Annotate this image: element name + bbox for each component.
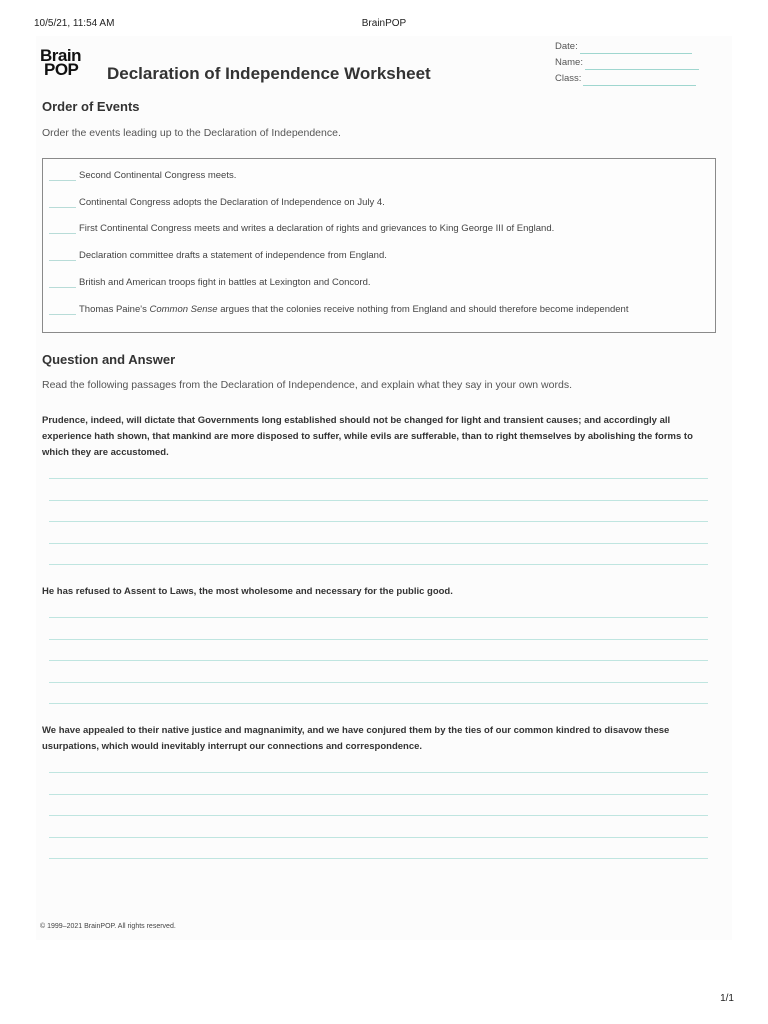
answer-line[interactable] xyxy=(49,543,708,544)
name-field[interactable] xyxy=(555,56,699,72)
passage-2: He has refused to Assent to Laws, the most wholesome and necessary for the public good. xyxy=(42,586,453,597)
order-of-events-heading: Order of Events xyxy=(42,99,140,114)
order-blank[interactable] xyxy=(49,223,76,234)
event-item xyxy=(49,223,554,237)
event-item xyxy=(49,250,387,264)
event-item xyxy=(49,170,236,184)
brainpop-logo xyxy=(40,46,94,79)
answer-line[interactable] xyxy=(49,478,708,479)
print-timestamp: 10/5/21, 11:54 AM xyxy=(34,18,115,29)
date-field[interactable] xyxy=(555,40,699,56)
print-site-name: BrainPOP xyxy=(361,18,407,29)
answer-line[interactable] xyxy=(49,564,708,565)
logo-line-2: POP xyxy=(44,60,79,79)
order-of-events-instructions: Order the events leading up to the Declaration of Independence. xyxy=(42,127,341,139)
answer-line[interactable] xyxy=(49,639,708,640)
answer-line[interactable] xyxy=(49,617,708,618)
date-label: Date: xyxy=(555,41,578,52)
order-blank[interactable] xyxy=(49,170,76,181)
answer-line[interactable] xyxy=(49,682,708,683)
print-header xyxy=(34,18,734,32)
order-blank[interactable] xyxy=(49,304,76,315)
events-box xyxy=(42,158,716,333)
name-line xyxy=(585,59,699,70)
student-info-fields xyxy=(555,40,699,88)
passage-1: Prudence, indeed, will dictate that Governments long established should not be changed for light and transient causes; and accordingly all experience hath shown, that mankind are more disposed to suffer, while evils are sufferable, than to right themselves by abolishing the forms to which they are accustomed. xyxy=(42,415,693,458)
answer-line[interactable] xyxy=(49,815,708,816)
event-text: British and American troops fight in battles at Lexington and Concord. xyxy=(79,277,371,288)
answer-line[interactable] xyxy=(49,521,708,522)
event-text: Continental Congress adopts the Declaration of Independence on July 4. xyxy=(79,197,385,208)
order-blank[interactable] xyxy=(49,250,76,261)
event-item xyxy=(49,277,371,291)
event-text-continued: argues that the colonies receive nothing from England and should therefore become independent xyxy=(217,304,629,315)
name-label: Name: xyxy=(555,57,583,68)
logo-line-1: Brain xyxy=(40,46,81,65)
date-line xyxy=(580,43,692,54)
answer-line[interactable] xyxy=(49,660,708,661)
order-blank[interactable] xyxy=(49,277,76,288)
answer-line[interactable] xyxy=(49,500,708,501)
event-item xyxy=(49,197,385,211)
event-item xyxy=(49,304,628,318)
copyright-notice: © 1999–2021 BrainPOP. All rights reserved. xyxy=(40,923,176,930)
worksheet xyxy=(36,36,732,940)
question-and-answer-instructions: Read the following passages from the Declaration of Independence, and explain what they say in your own words. xyxy=(42,379,572,391)
answer-line[interactable] xyxy=(49,703,708,704)
worksheet-title: Declaration of Independence Worksheet xyxy=(107,64,431,83)
book-title: Common Sense xyxy=(149,304,218,315)
event-text: Second Continental Congress meets. xyxy=(79,170,237,181)
event-text: First Continental Congress meets and writes a declaration of rights and grievances to King George III of England. xyxy=(79,223,555,234)
question-and-answer-heading: Question and Answer xyxy=(42,352,176,367)
order-blank[interactable] xyxy=(49,197,76,208)
answer-line[interactable] xyxy=(49,772,708,773)
event-text: Thomas Paine's xyxy=(79,304,150,315)
answer-line[interactable] xyxy=(49,794,708,795)
class-label: Class: xyxy=(555,73,582,84)
answer-line[interactable] xyxy=(49,858,708,859)
class-line xyxy=(583,75,696,86)
passage-3: We have appealed to their native justice and magnanimity, and we have conjured them by the ties of our common kindred to disavow these usurpations, which would inevitably interrupt our connections and correspondence. xyxy=(42,725,670,752)
class-field[interactable] xyxy=(555,72,699,88)
page-number: 1/1 xyxy=(720,993,734,1004)
event-text: Declaration committee drafts a statement of independence from England. xyxy=(79,250,387,261)
answer-line[interactable] xyxy=(49,837,708,838)
